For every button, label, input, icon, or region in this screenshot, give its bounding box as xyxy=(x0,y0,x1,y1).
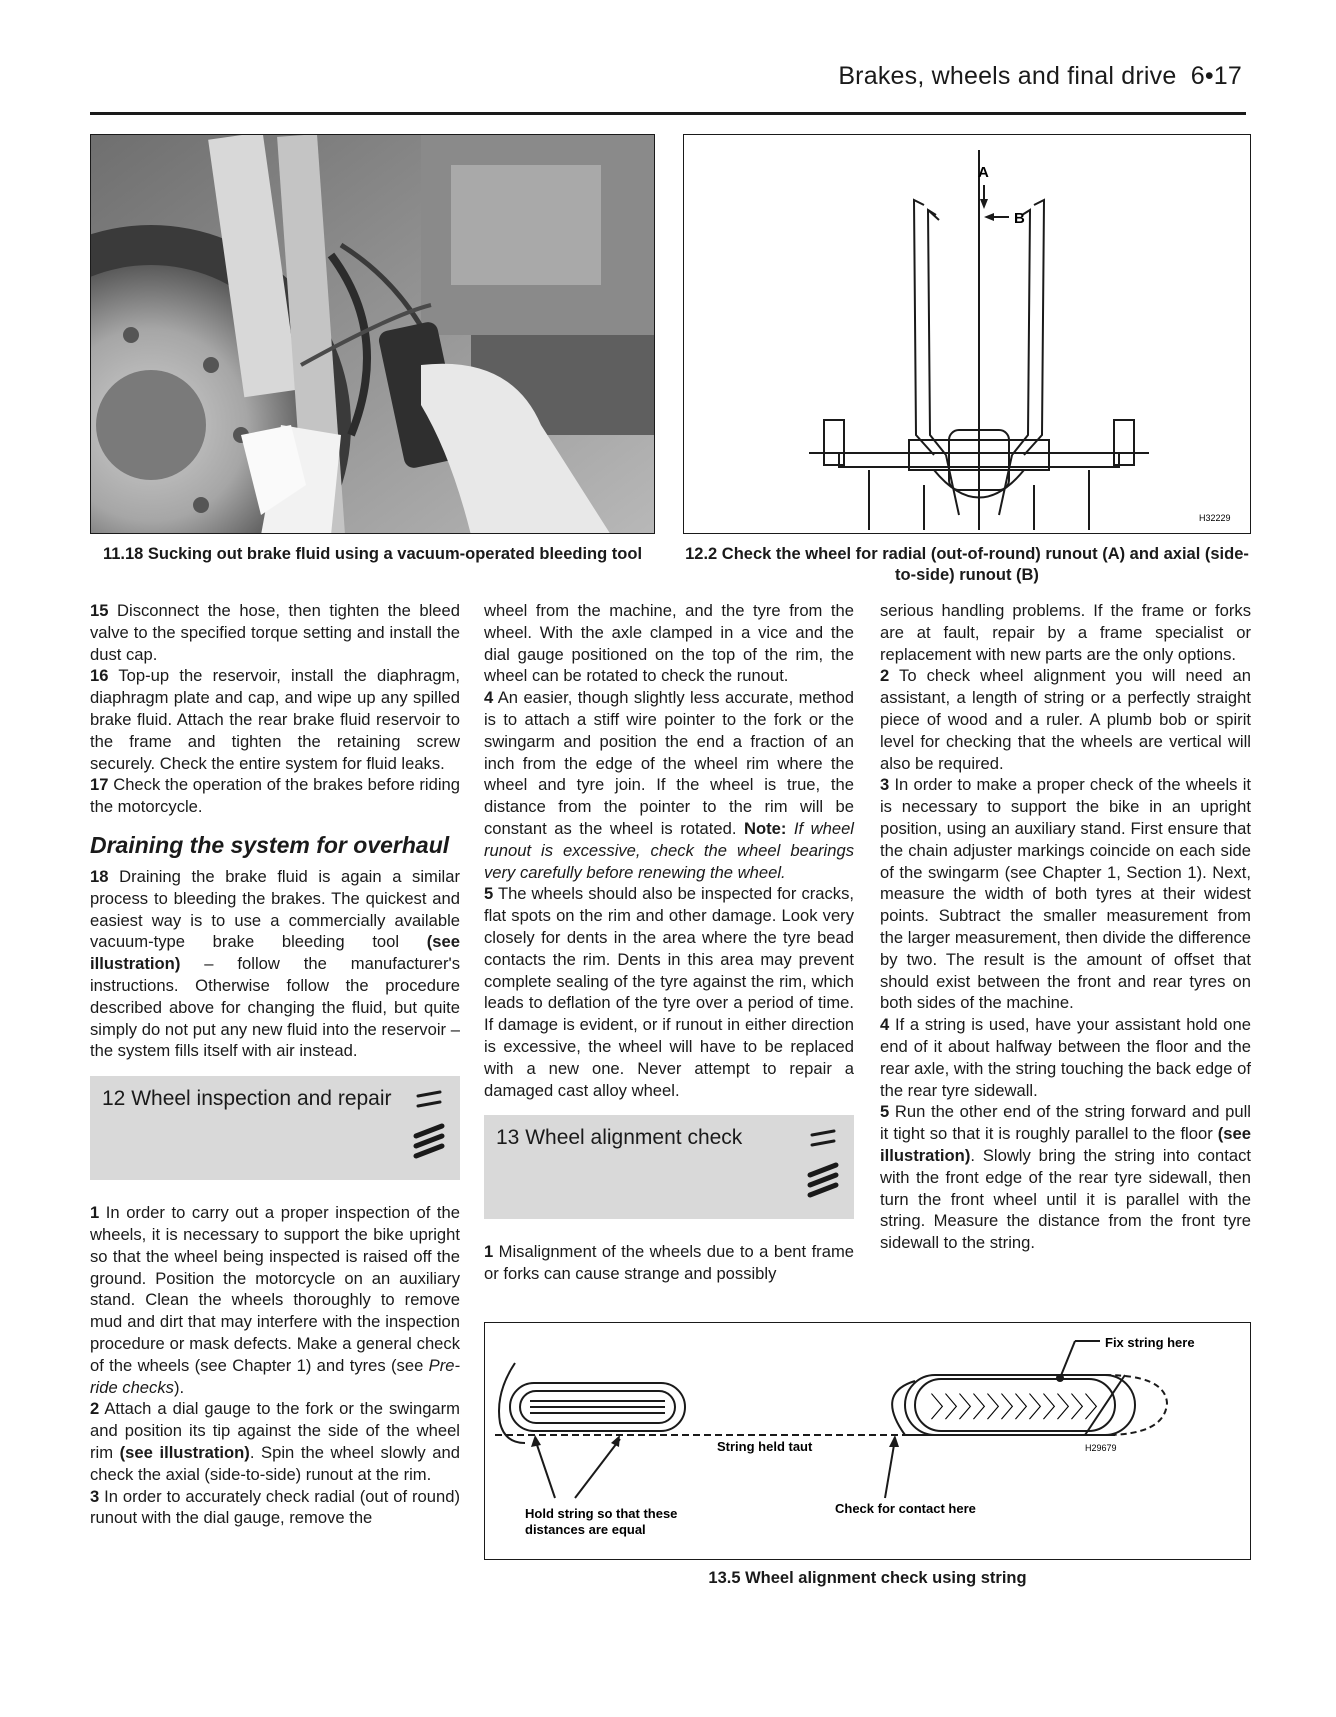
figure-wheel-runout-diagram xyxy=(683,134,1251,534)
subheading-draining: Draining the system for overhaul xyxy=(90,831,450,858)
label-a: A xyxy=(978,164,989,181)
drawing-code-h29679: H29679 xyxy=(1085,1443,1117,1453)
label-hold-string-line2: distances are equal xyxy=(525,1522,646,1537)
paragraph-12-1: 1 In order to carry out a proper inspection of the wheels, it is necessary to support the bike upright so that the wheel being inspected is raised off the ground. Position the motorcycle on an auxiliary stand. Clean the wheels thoroughly to remove mud and dirt that may interfere with the inspection procedure or mask defects. Make a general check of the wheels (see Chapter 1) and tyres (see Pre-ride checks). xyxy=(90,1203,460,1397)
drawing-code-h32229: H32229 xyxy=(1199,513,1231,523)
section-heading-13 xyxy=(484,1115,854,1219)
paragraph-12-4: 4 An easier, though slightly less accurate, method is to attach a stiff wire pointer to the fork or the swingarm and position the end a fraction of an inch from the edge of the wheel rim where the wheel and tyre join. If the wheel is true, the distance from the pointer to the rim will be constant as the wheel is rotated. Note: If wheel runout is excessive, check the wheel bearings very carefully before renewing the wheel. xyxy=(484,688,854,882)
label-fix-string: Fix string here xyxy=(1105,1335,1195,1350)
page-number: 6•17 xyxy=(1190,62,1242,90)
paragraph-12-2: 2 Attach a dial gauge to the fork or the swingarm and position its tip against the side of the wheel rim (see illustration). Spin the wheel slowly and check the axial (side-to-side) runout at the rim. xyxy=(90,1399,460,1484)
figure-brake-bleeding-photo xyxy=(90,134,655,534)
section-12-title: 12 Wheel inspection and repair xyxy=(102,1087,392,1111)
paragraph-13-2: 2 To check wheel alignment you will need an assistant, a length of string or a perfectly straight piece of wood and a ruler. A plumb bob or spirit level for checking that the wheels are vertical will also be required. xyxy=(880,666,1251,773)
paragraph-15: 15 Disconnect the hose, then tighten the bleed valve to the specified torque setting and install the dust cap. xyxy=(90,601,460,664)
paragraph-12-3-continued: wheel from the machine, and the tyre from the wheel. With the axle clamped in a vice and the dial gauge positioned on the top of the rim, the wheel can be rotated to check the runout. xyxy=(484,601,854,686)
label-string-taut: String held taut xyxy=(717,1439,813,1454)
page-header xyxy=(90,58,1246,115)
header-title: Brakes, wheels and final drive xyxy=(838,62,1177,90)
paragraph-13-4: 4 If a string is used, have your assistant hold one end of it about halfway between the floor and the rear axle, with the string touching the back edge of the rear tyre sidewall. xyxy=(880,1015,1251,1100)
brake-bleeding-photo-image xyxy=(91,135,655,534)
figure-wheel-alignment-diagram xyxy=(484,1322,1251,1560)
figure-caption-11-18: 11.18 Sucking out brake fluid using a vacuum-operated bleeding tool xyxy=(102,545,643,563)
figure-caption-13-5: 13.5 Wheel alignment check using string xyxy=(708,1569,1027,1587)
section-heading-12 xyxy=(90,1076,460,1180)
label-hold-string-line1: Hold string so that these xyxy=(525,1506,678,1521)
text-column-1 xyxy=(90,600,460,1529)
tyre-tread-chevrons: 〉〉〉〉〉〉〉〉〉〉〉〉 xyxy=(930,1392,1113,1423)
paragraph-13-1: 1 Misalignment of the wheels due to a bent frame or forks can cause strange and possibly xyxy=(484,1242,854,1284)
spanner-difficulty-icon xyxy=(804,1125,844,1201)
paragraph-12-5: 5 The wheels should also be inspected for cracks, flat spots on the rim and other damage. Look very closely for dents in the area where the tyre bead contacts the rim. Dents in this area may prevent complete sealing of the tyre against the rim, which leads to deflation of the tyre over a period of time. If damage is evident, or if runout in either direction is excessive, the wheel will have to be replaced with a new one. Never attempt to repair a damaged cast alloy wheel. xyxy=(484,884,854,1100)
text-column-2 xyxy=(484,600,854,1285)
section-13-title: 13 Wheel alignment check xyxy=(496,1126,743,1150)
paragraph-17: 17 Check the operation of the brakes before riding the motorcycle. xyxy=(90,775,460,817)
spanner-difficulty-icon xyxy=(410,1086,450,1162)
running-header xyxy=(838,62,1242,91)
label-b: B xyxy=(1014,210,1025,227)
paragraph-18: 18 Draining the brake fluid is again a similar process to bleeding the brakes. The quickest and easiest way is to use a commercially available vacuum-type brake bleeding tool (see illustration) – follow the manufacturer's instructions. Otherwise follow the procedure described above for changing the fluid, but quite simply do not put any new fluid into the reservoir – the system fills itself with air instead. xyxy=(90,866,460,1061)
paragraph-12-3: 3 In order to accurately check radial (out of round) runout with the dial gauge, remove the xyxy=(90,1486,460,1528)
wheel-runout-drawing xyxy=(684,135,1251,534)
paragraph-13-1-continued: serious handling problems. If the frame or forks are at fault, repair by a frame specialist or replacement with new parts are the only options. xyxy=(880,601,1251,664)
paragraph-13-3: 3 In order to make a proper check of the wheels it is necessary to support the bike in an upright position, using an auxiliary stand. First ensure that the chain adjuster markings coincide on each side of the swingarm (see Chapter 1, Section 1). Next, measure the width of both tyres at their widest points. Subtract the smaller measurement from the larger measurement, then divide the difference by two. The result is the amount of offset that should exist between the front and rear tyres on both sides of the machine. xyxy=(880,775,1251,1013)
figure-caption-12-2: 12.2 Check the wheel for radial (out-of-round) runout (A) and axial (side-to-side) runout (B) xyxy=(685,545,1249,584)
text-column-3 xyxy=(880,600,1251,1254)
label-check-contact: Check for contact here xyxy=(835,1501,976,1516)
string-alignment-drawing xyxy=(485,1323,1251,1560)
paragraph-16: 16 Top-up the reservoir, install the diaphragm, diaphragm plate and cap, and wipe up any spilled brake fluid. Attach the rear brake fluid reservoir to the frame and tighten the retaining screw securely. Check the entire system for fluid leaks. xyxy=(90,666,460,773)
paragraph-13-5: 5 Run the other end of the string forward and pull it tight so that it is roughly parallel to the floor (see illustration). Slowly bring the string into contact with the front edge of the rear tyre sidewall, then turn the front wheel until it is parallel with the string. Measure the distance from the front tyre sidewall to the string. xyxy=(880,1102,1251,1253)
